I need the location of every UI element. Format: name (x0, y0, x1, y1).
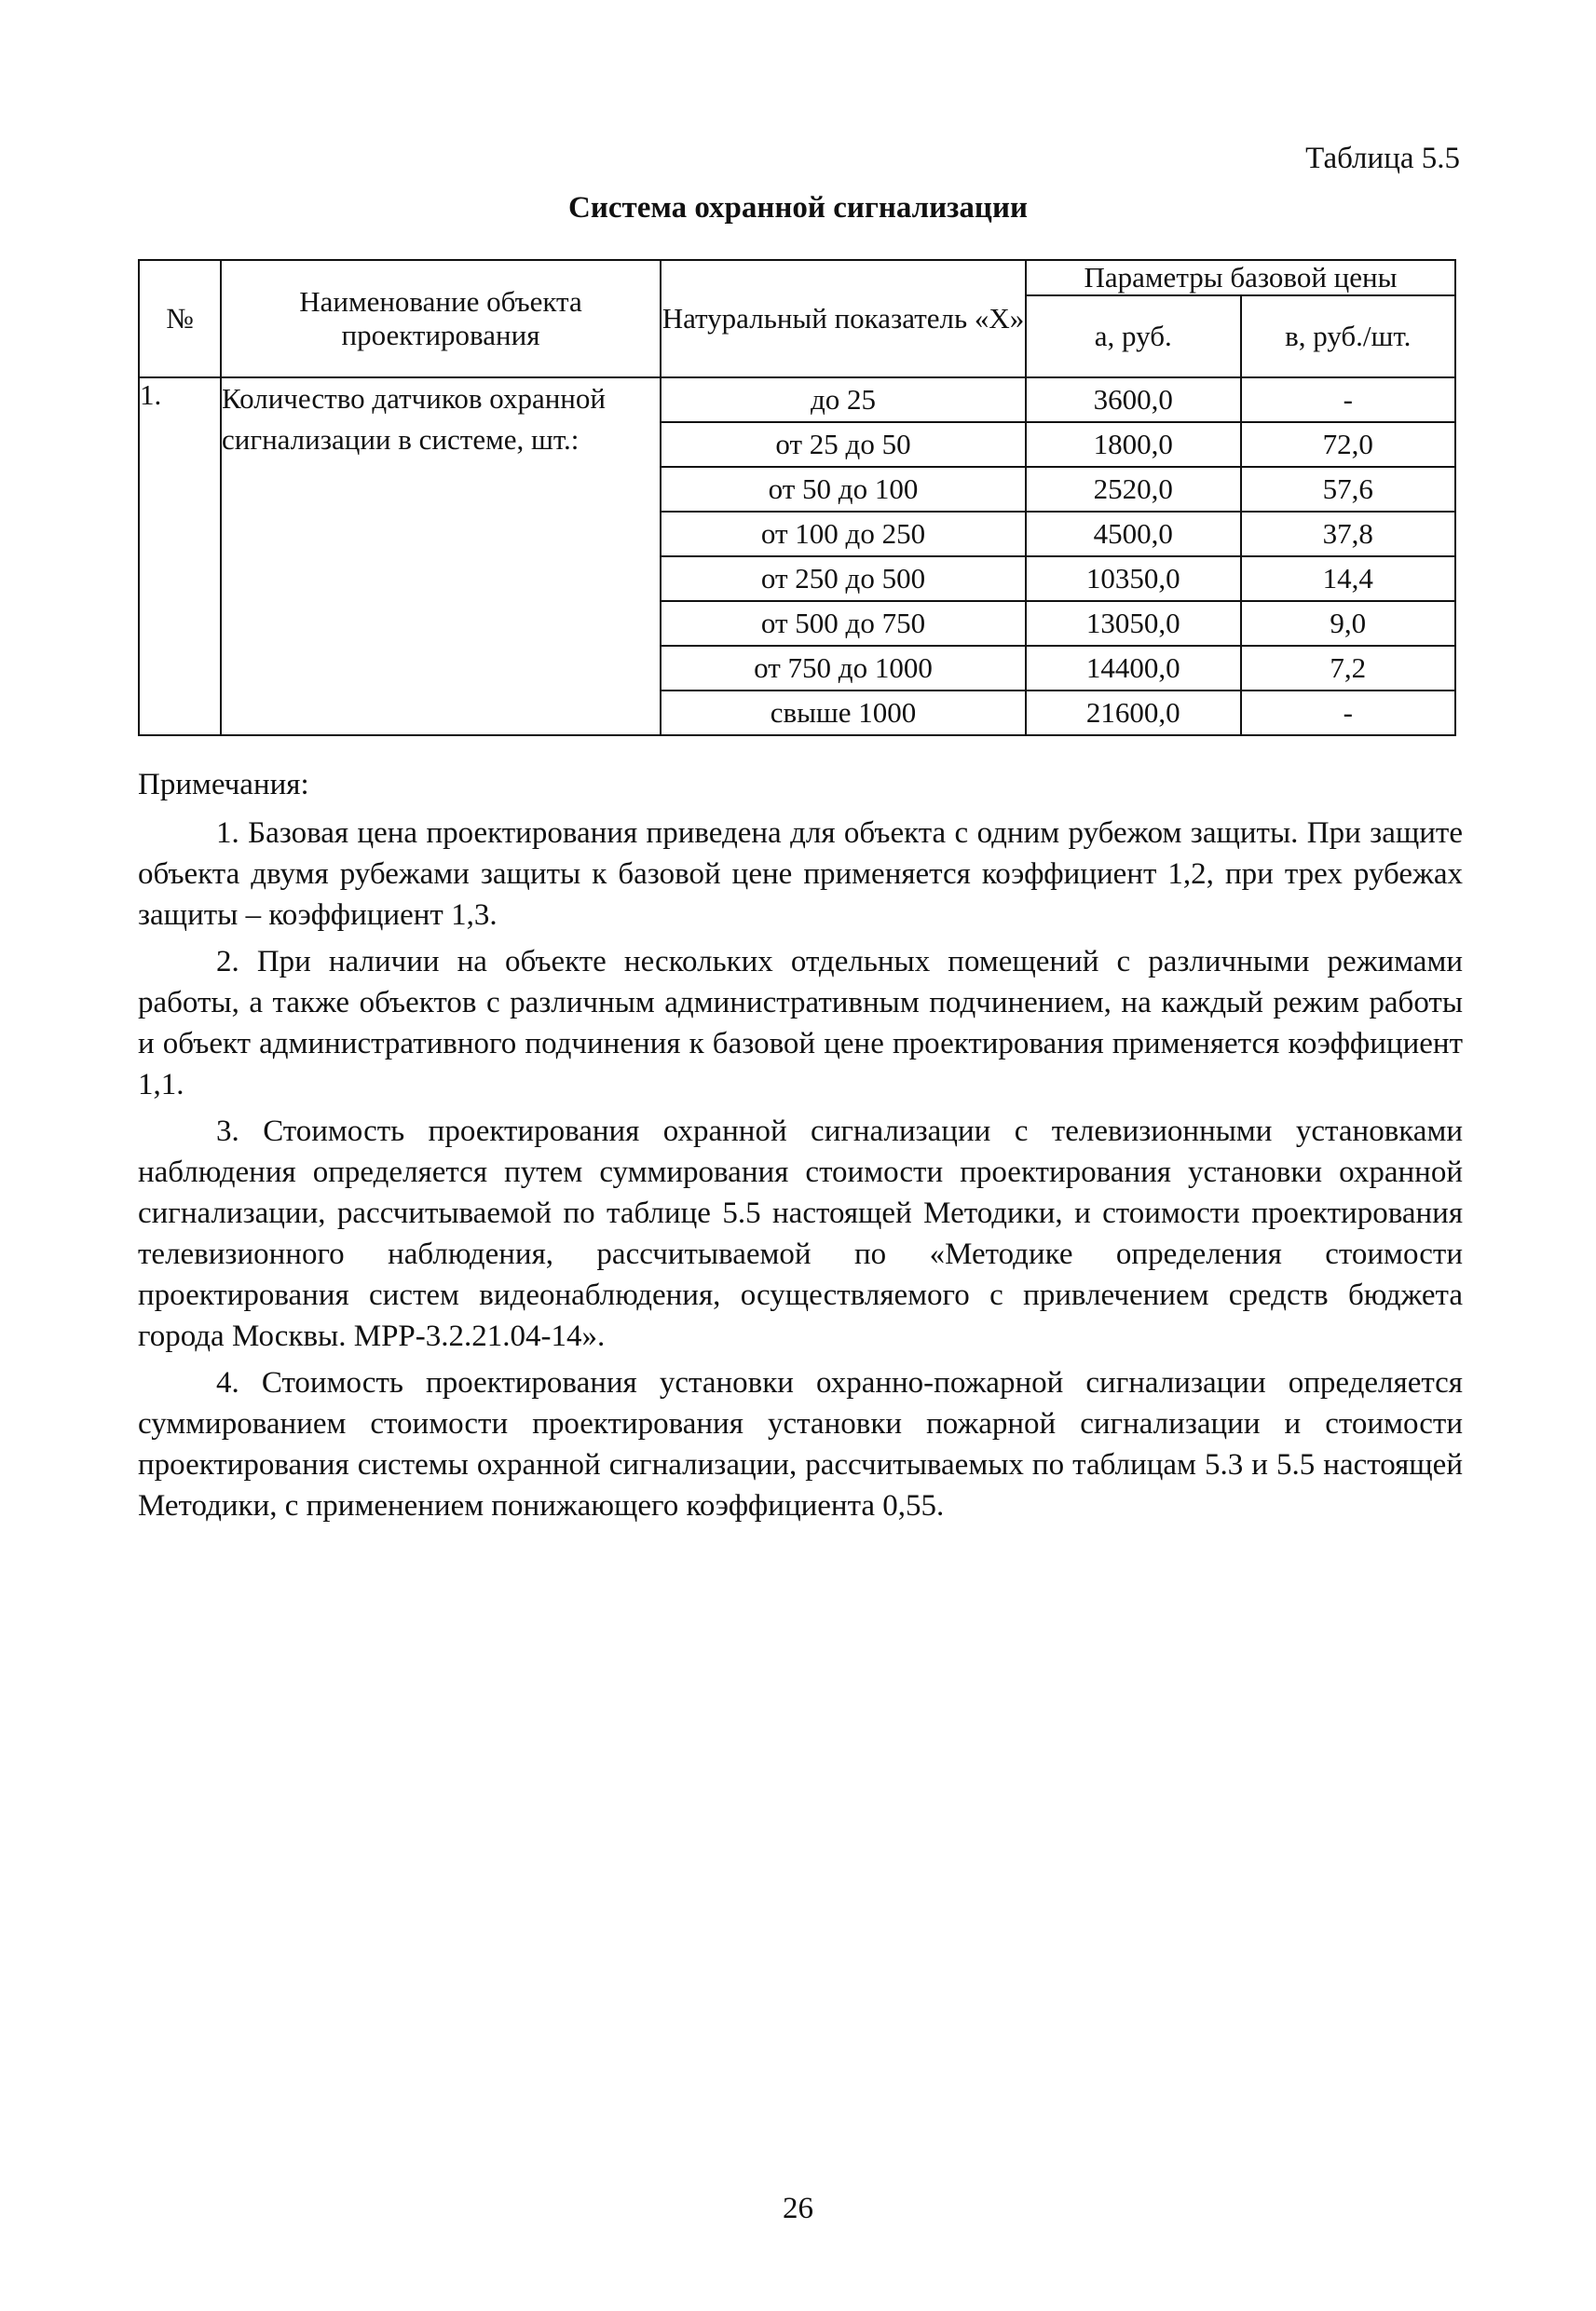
cell-x: от 250 до 500 (661, 556, 1026, 601)
cell-x: свыше 1000 (661, 691, 1026, 735)
note-item: 3. Стоимость проектирования охранной сигнализации с телевизионными установками наблюдения определяется путем суммирования стоимости проектирования установки охранной сигнализации, рассчитываемой по таблице 5.5 настоящей Методики, и стоимости проектирования телевизионного наблюдения, рассчитываемой по «Методике определения стоимости проектирования систем видеонаблюдения, осуществляемого с привлечением средств бюджета города Москвы. МРР-3.2.21.04-14». (138, 1114, 1463, 1353)
cell-a: 3600,0 (1026, 377, 1241, 422)
cell-b: 7,2 (1241, 646, 1456, 691)
cell-x: от 750 до 1000 (661, 646, 1026, 691)
row-name: Количество датчиков охранной сигнализации в системе, шт.: (221, 377, 661, 735)
table-row (139, 377, 1455, 422)
header-b: в, руб./шт. (1241, 295, 1456, 377)
cell-b: 9,0 (1241, 601, 1456, 646)
header-params: Параметры базовой цены (1026, 260, 1455, 295)
notes-heading: Примечания: (138, 768, 309, 801)
page-number: 26 (783, 2192, 813, 2225)
note-item: 4. Стоимость проектирования установки охранно-пожарной сигнализации определяется суммированием стоимости проектирования установки пожарной сигнализации и стоимости проектирования системы охранной сигнализации, рассчитываемых по таблицам 5.3 и 5.5 настоящей Методики, с применением понижающего коэффициента 0,55. (138, 1366, 1463, 1523)
cell-x: до 25 (661, 377, 1026, 422)
cell-x: от 25 до 50 (661, 422, 1026, 467)
cell-b: 57,6 (1241, 467, 1456, 512)
note-item: 1. Базовая цена проектирования приведена для объекта с одним рубежом защиты. При защите объекта двумя рубежами защиты к базовой цене применяется коэффициент 1,2, при трех рубежах защиты – коэффициент 1,3. (138, 816, 1463, 932)
cell-b: 37,8 (1241, 512, 1456, 556)
header-name: Наименование объекта проектирования (221, 260, 661, 377)
cell-a: 10350,0 (1026, 556, 1241, 601)
cell-b: - (1241, 691, 1456, 735)
row-number: 1. (139, 377, 221, 735)
cell-a: 2520,0 (1026, 467, 1241, 512)
table-label: Таблица 5.5 (1305, 142, 1460, 175)
cell-b: 14,4 (1241, 556, 1456, 601)
cell-x: от 100 до 250 (661, 512, 1026, 556)
cell-a: 21600,0 (1026, 691, 1241, 735)
header-natural: Натуральный показатель «Х» (661, 260, 1026, 377)
cell-a: 1800,0 (1026, 422, 1241, 467)
cell-a: 14400,0 (1026, 646, 1241, 691)
note-item: 2. При наличии на объекте нескольких отдельных помещений с различными режимами работы, а также объектов с различным административным подчинением, на каждый режим работы и объект административного подчинения к базовой цене проектирования применяется коэффициент 1,1. (138, 945, 1463, 1101)
header-num: № (139, 260, 221, 377)
cell-b: 72,0 (1241, 422, 1456, 467)
cell-b: - (1241, 377, 1456, 422)
page-title: Система охранной сигнализации (568, 191, 1028, 225)
header-a: а, руб. (1026, 295, 1241, 377)
cell-x: от 500 до 750 (661, 601, 1026, 646)
cell-a: 4500,0 (1026, 512, 1241, 556)
notes-section (138, 764, 1463, 1532)
price-table (138, 259, 1456, 736)
cell-x: от 50 до 100 (661, 467, 1026, 512)
cell-a: 13050,0 (1026, 601, 1241, 646)
